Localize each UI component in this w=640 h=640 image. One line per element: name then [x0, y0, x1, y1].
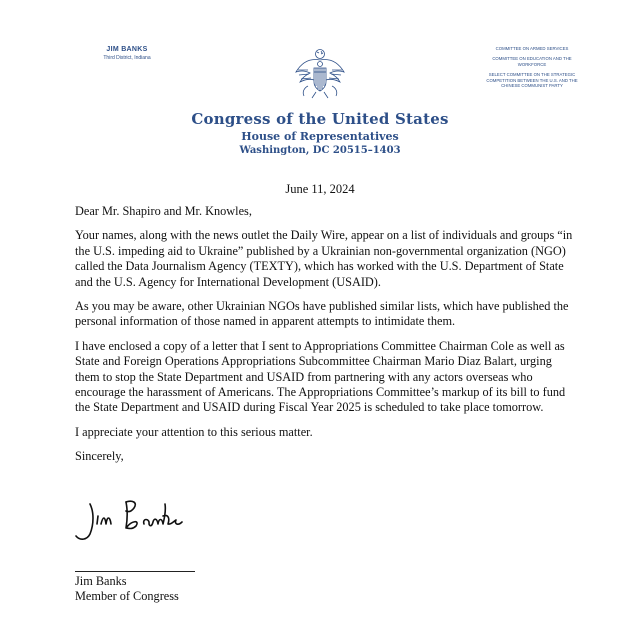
- letter-body: [75, 204, 575, 474]
- committee-list: [482, 46, 582, 93]
- paragraph: Your names, along with the news outlet the Daily Wire, appear on a list of individuals and groups “in the U.S. impeding aid to Ukraine” published by a Ukrainian non-governmental organization (NGO) called the Data Journalism Agency (TEXTY), which has worked with the U.S. Department of State and the U.S. Agency for International Development (USAID).: [75, 228, 573, 289]
- paragraph: I have enclosed a copy of a letter that I sent to Appropriations Committee Chairman Cole as well as State and Foreign Operations Appropriations Subcommittee Chairman Mario Diaz Balart, urging them to stop the State Department and USAID from partnering with any actors overseas who encourage the harassment of Americans. The Appropriations Committee’s markup of its bill to fund the State Department and USAID during Fiscal Year 2025 is scheduled to take place tomorrow.: [75, 338, 566, 415]
- paragraph: As you may be aware, other Ukrainian NGOs have published similar lists, which have published the personal information of those named in apparent attempts to intimidate them.: [75, 299, 569, 329]
- congress-title-block: [150, 110, 490, 156]
- closing: Sincerely,: [75, 449, 124, 464]
- congress-title: Congress of the United States: [191, 110, 449, 128]
- signer-block: [75, 574, 179, 605]
- committee-item: COMMITTEE ON EDUCATION AND THE WORKFORCE: [492, 56, 572, 67]
- member-district: Third District, Indiana: [103, 55, 151, 61]
- salutation: Dear Mr. Shapiro and Mr. Knowles,: [75, 204, 252, 218]
- house-title: House of Representatives: [241, 130, 399, 143]
- member-letterhead-block: [62, 46, 192, 61]
- office-address: Washington, DC 20515–1403: [239, 145, 401, 156]
- handwritten-signature: [70, 494, 190, 546]
- eagle-seal-icon: [290, 48, 350, 102]
- committee-item: COMMITTEE ON ARMED SERVICES: [495, 46, 569, 51]
- signature-line: [75, 571, 195, 572]
- committee-item: SELECT COMMITTEE ON THE STRATEGIC COMPETITION BETWEEN THE U.S. AND THE CHINESE COMMUNIST PARTY: [486, 72, 578, 89]
- letter-date: June 11, 2024: [285, 182, 355, 196]
- member-name: JIM BANKS: [106, 46, 148, 53]
- signer-title: Member of Congress: [75, 589, 179, 604]
- signer-name: Jim Banks: [75, 574, 127, 588]
- paragraph: I appreciate your attention to this serious matter.: [75, 424, 313, 439]
